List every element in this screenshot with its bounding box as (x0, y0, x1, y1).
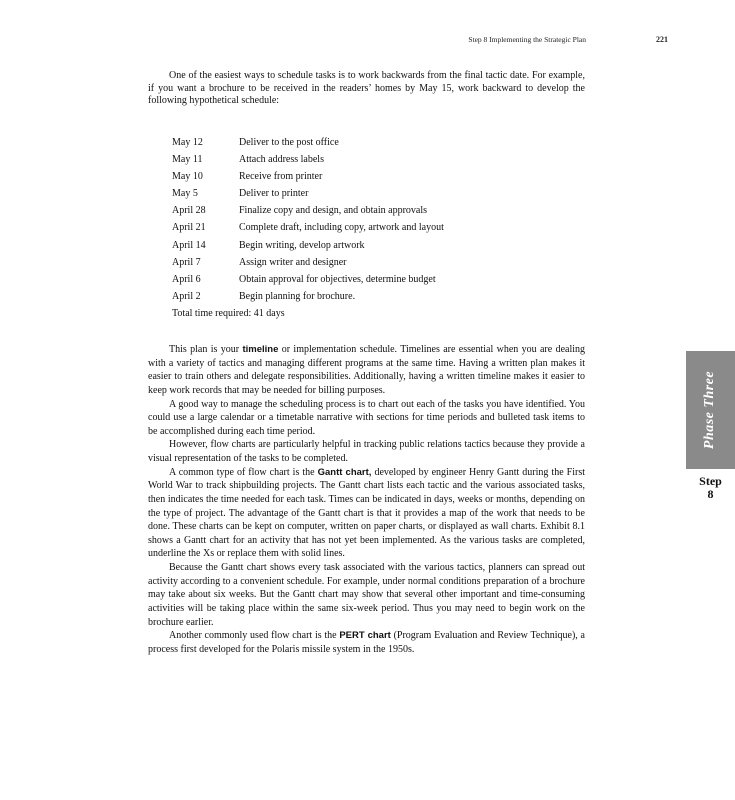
schedule-date: April 7 (172, 256, 201, 268)
key-term: Gantt chart, (317, 466, 372, 478)
schedule-date: April 28 (172, 205, 206, 217)
schedule-task: Receive from printer (239, 171, 323, 183)
schedule-task: Begin planning for brochure. (239, 290, 356, 302)
schedule-item (172, 271, 444, 288)
schedule-date: April 21 (172, 222, 206, 234)
paragraph-timeline (148, 343, 585, 398)
schedule-date: April 14 (172, 239, 206, 251)
paragraph-text: or implementation schedule. Timelines are essential when you are dealing with a variety of tactics and managing different programs at the same time. Having a written plan makes it easier to train others and delegate responsibilities. Additionally, having a written timeline makes it easier to keep work records that may be needed for billing purposes. (148, 344, 586, 396)
phase-tab-label (686, 351, 735, 469)
schedule-task: Attach address labels (239, 154, 324, 166)
schedule-item (172, 151, 444, 168)
paragraph-text: This plan is your (169, 344, 243, 355)
total-time: Total time required: 41 days (172, 308, 285, 319)
schedule-list (172, 134, 444, 305)
schedule-item (172, 185, 444, 202)
schedule-date: May 11 (172, 154, 203, 166)
schedule-task: Begin writing, develop artwork (239, 239, 365, 251)
key-term: timeline (242, 344, 279, 355)
schedule-task: Deliver to printer (239, 188, 309, 200)
body-text (148, 343, 585, 656)
step-word: Step (699, 474, 722, 488)
schedule-date: May 12 (172, 137, 203, 148)
schedule-item (172, 219, 444, 236)
schedule-task: Obtain approval for objectives, determine budget (239, 273, 436, 285)
schedule-date: April 6 (172, 273, 201, 285)
key-term: PERT chart (339, 630, 391, 642)
intro-paragraph: One of the easiest ways to schedule tasks is to work backwards from the final tactic date. For example, if you want a brochure to be received in the readers’ homes by May 15, work backward to develop the following hypothetical schedule: (148, 70, 585, 106)
paragraph-scheduling: A good way to manage the scheduling process is to chart out each of the tasks you have identified. You could use a large calendar or a timetable narrative with sections for time periods and bulleted task items to be accomplished during each time period. (148, 398, 585, 437)
schedule-date: April 2 (172, 290, 201, 302)
schedule-item (172, 202, 444, 219)
running-head: Step 8 Implementing the Strategic Plan (468, 35, 586, 44)
schedule-item (172, 288, 444, 305)
phase-label: Phase Three (702, 370, 718, 450)
paragraph-text: A common type of flow chart is the (169, 466, 318, 478)
schedule-item (172, 237, 444, 254)
paragraph-text: Another commonly used flow chart is the (169, 630, 340, 642)
schedule-task: Deliver to the post office (239, 137, 339, 148)
paragraph-gantt (148, 466, 585, 561)
paragraph-text: developed by engineer Henry Gantt during the First World War to track shipbuilding projects. The Gantt chart lists each tactic and the various associated tasks, then indicates the time needed for each task. Times can be indicated in days, weeks or months, depending on the type of project. The advantage of the Gantt chart is that it provides a map of the work that needs to be done. These charts can be kept on computer, written on paper charts, or displayed as wall charts. Exhibit 8.1 shows a Gantt chart for an activity that has not yet been implemented. As the various tasks are completed, underline the Xs or replace them with solid lines. (148, 466, 586, 560)
paragraph-text: (Program Evaluation and Review Technique), a process first developed for the Polaris missile system in the 1950s. (148, 630, 585, 655)
schedule-date: May 5 (172, 188, 198, 200)
schedule-task: Complete draft, including copy, artwork and layout (239, 222, 444, 234)
schedule-item (172, 168, 444, 185)
schedule-task: Assign writer and designer (239, 256, 347, 268)
step-number: 8 (707, 487, 714, 501)
page-number: 221 (656, 35, 668, 44)
paragraph-gantt-benefits: Because the Gantt chart shows every task associated with the various tactics, planners can spread out activity according to a convenient schedule. For example, under normal conditions preparation of a brochure may take about six weeks. But the Gantt chart may show that several other important and time-consuming activities will be taking place within the same six-week period. Thus you may need to begin work on the brochure earlier. (148, 562, 585, 628)
paragraph-pert (148, 629, 585, 656)
schedule-item (172, 134, 444, 151)
schedule-date: May 10 (172, 171, 203, 183)
schedule-task: Finalize copy and design, and obtain approvals (239, 205, 428, 217)
paragraph-flow-charts: However, flow charts are particularly helpful in tracking public relations tactics because they provide a visual representation of the tasks to be completed. (148, 439, 585, 464)
schedule-item (172, 254, 444, 271)
step-marker (686, 475, 735, 501)
